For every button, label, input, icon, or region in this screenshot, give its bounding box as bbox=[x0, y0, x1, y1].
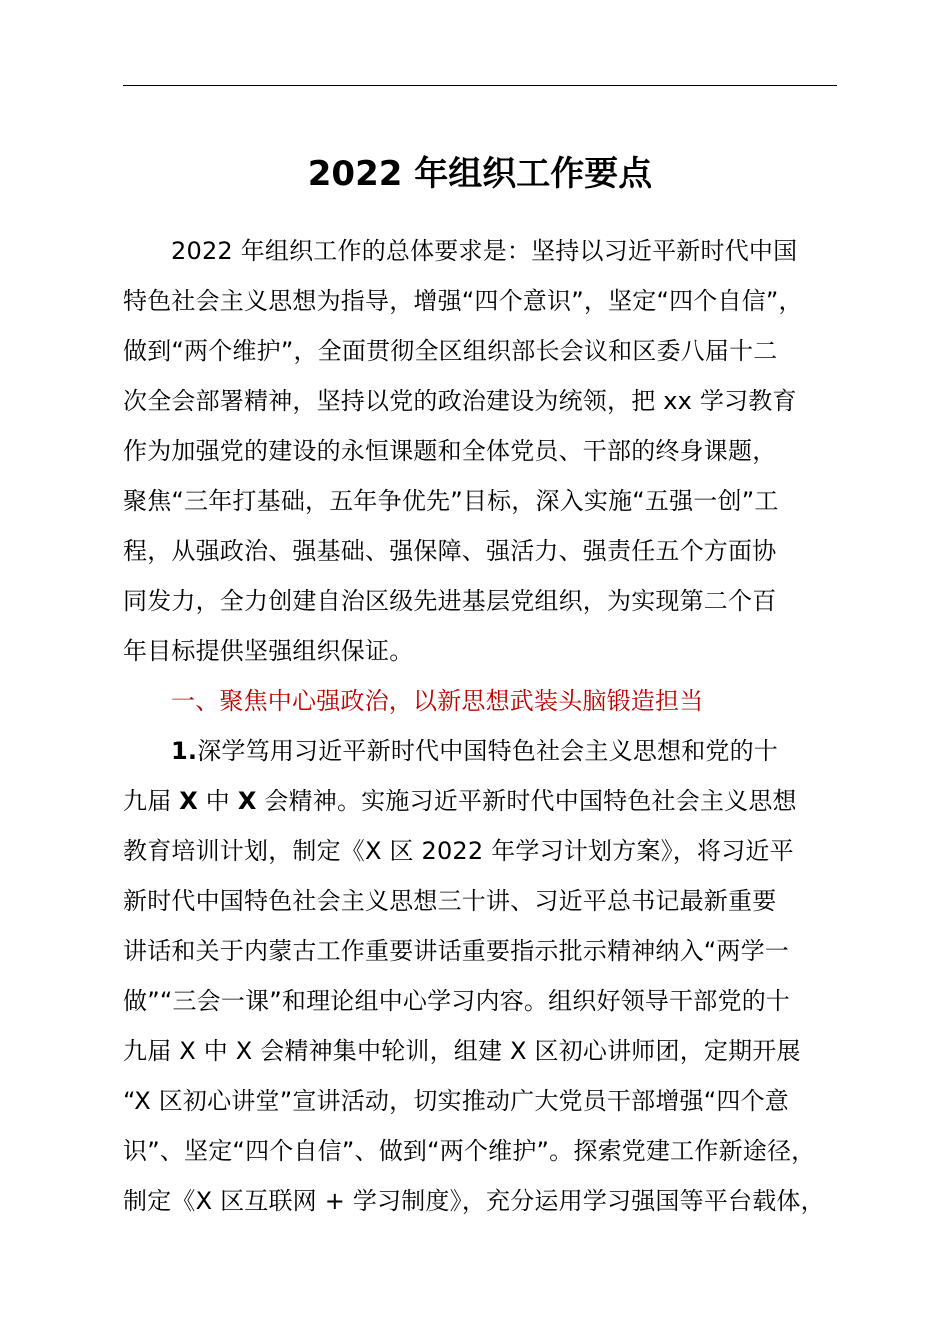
intro-line: 特色社会主义思想为指导，增强“四个意识”，坚定“四个自信”， bbox=[123, 287, 803, 315]
item-text: 九届 bbox=[123, 787, 180, 815]
item-line: 制定《X 区互联网 + 学习制度》，充分运用学习强国等平台载体， bbox=[123, 1187, 825, 1215]
item-text: 中 bbox=[197, 787, 238, 815]
intro-line: 做到“两个维护”，全面贯彻全区组织部长会议和区委八届十二 bbox=[123, 337, 778, 365]
intro-line: 年目标提供坚强组织保证。 bbox=[123, 637, 414, 665]
item-text-bold: X bbox=[237, 787, 257, 815]
header-rule bbox=[123, 85, 837, 86]
intro-line: 程，从强政治、强基础、强保障、强活力、强责任五个方面协 bbox=[123, 537, 777, 565]
item-line: 九届 X 中 X 会精神集中轮训，组建 X 区初心讲师团，定期开展 bbox=[123, 1037, 801, 1065]
item-line: “X 区初心讲堂”宣讲活动，切实推动广大党员干部增强“四个意 bbox=[123, 1087, 789, 1115]
item-line: 做”“三会一课”和理论组中心学习内容。组织好领导干部党的十 bbox=[123, 987, 791, 1015]
section-heading: 一、聚焦中心强政治，以新思想武装头脑锻造担当 bbox=[171, 687, 704, 715]
document-title: 2022 年组织工作要点 bbox=[307, 154, 653, 194]
document-body bbox=[123, 226, 843, 1226]
item-text: 会精神。实施习近平新时代中国特色社会主义思想 bbox=[256, 787, 797, 815]
intro-line: 同发力，全力创建自治区级先进基层党组织，为实现第二个百 bbox=[123, 587, 777, 615]
intro-line: 聚焦“三年打基础，五年争优先”目标，深入实施“五强一创”工 bbox=[123, 487, 779, 515]
item-line: 教育培训计划，制定《X 区 2022 年学习计划方案》，将习近平 bbox=[123, 837, 794, 865]
item-text-bold: X bbox=[179, 787, 198, 815]
item-line bbox=[123, 726, 843, 776]
item-text: 深学笃用习近平新时代中国特色社会主义思想和党的十 bbox=[197, 737, 779, 765]
item-line bbox=[123, 776, 843, 826]
intro-line: 次全会部署精神，坚持以党的政治建设为统领，把 xx 学习教育 bbox=[123, 387, 797, 415]
intro-line: 作为加强党的建设的永恒课题和全体党员、干部的终身课题， bbox=[123, 437, 777, 465]
item-line: 识”、坚定“四个自信”、做到“两个维护”。探索党建工作新途径， bbox=[123, 1137, 816, 1165]
intro-line: 2022 年组织工作的总体要求是：坚持以习近平新时代中国 bbox=[171, 237, 798, 265]
item-number: 1. bbox=[171, 737, 198, 765]
item-line: 新时代中国特色社会主义思想三十讲、习近平总书记最新重要 bbox=[123, 887, 777, 915]
item-line: 讲话和关于内蒙古工作重要讲话重要指示批示精神纳入“两学一 bbox=[123, 937, 790, 965]
